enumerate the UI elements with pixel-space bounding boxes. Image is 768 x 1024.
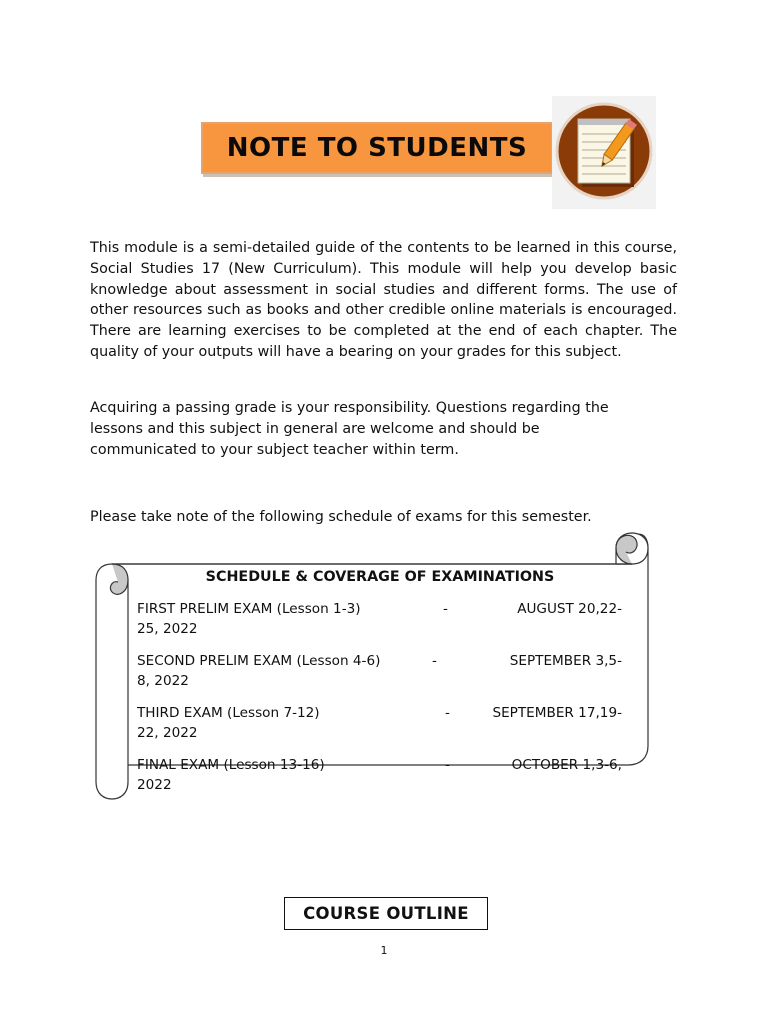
exam-date: SEPTEMBER 3,5- — [509, 653, 622, 669]
exam-name: SECOND PRELIM EXAM (Lesson 4-6) — [137, 653, 381, 669]
exam-dash: - — [432, 653, 437, 669]
exam-dash: - — [443, 601, 448, 617]
exam-name: THIRD EXAM (Lesson 7-12) — [137, 705, 320, 721]
page-number: 1 — [380, 944, 388, 957]
course-outline-heading — [284, 897, 488, 930]
exam-date: OCTOBER 1,3-6, — [511, 757, 622, 773]
exam-date: AUGUST 20,22- — [517, 601, 622, 617]
exam-date-cont: 25, 2022 — [137, 620, 198, 637]
exam-row — [137, 652, 627, 704]
page-title: NOTE TO STUDENTS — [226, 133, 528, 163]
exam-date: SEPTEMBER 17,19- — [492, 705, 622, 721]
schedule-list — [137, 600, 627, 793]
exam-date-cont: 2022 — [137, 776, 172, 793]
course-outline-title: COURSE OUTLINE — [303, 904, 469, 923]
exam-dash: - — [445, 705, 450, 721]
exam-date-cont: 8, 2022 — [137, 672, 189, 689]
schedule-title: SCHEDULE & COVERAGE OF EXAMINATIONS — [205, 569, 555, 585]
exam-row — [137, 600, 627, 652]
exam-dash: - — [445, 757, 450, 773]
intro-paragraph-2: Acquiring a passing grade is your responsibility. Questions regarding the lessons and this subject in general are welcome and should be communicated to your subject teacher within term. — [90, 400, 609, 458]
intro-paragraph-3: Please take note of the following schedule of exams for this semester. — [90, 509, 592, 525]
exam-row — [137, 704, 627, 756]
exam-row — [137, 756, 627, 808]
intro-paragraph-1: This module is a semi-detailed guide of the contents to be learned in this course, Social Studies 17 (New Curriculum). This module will help you develop basic knowledge about assessment in social studies and different forms. The use of other resources such as books and other credible online materials is encouraged. There are learning exercises to be completed at the end of each chapter. The quality of your outputs will have a bearing on your grades for this subject. — [90, 240, 677, 360]
exam-date-cont: 22, 2022 — [137, 724, 198, 741]
exam-name: FINAL EXAM (Lesson 13-16) — [137, 757, 325, 773]
exam-name: FIRST PRELIM EXAM (Lesson 1-3) — [137, 601, 361, 617]
